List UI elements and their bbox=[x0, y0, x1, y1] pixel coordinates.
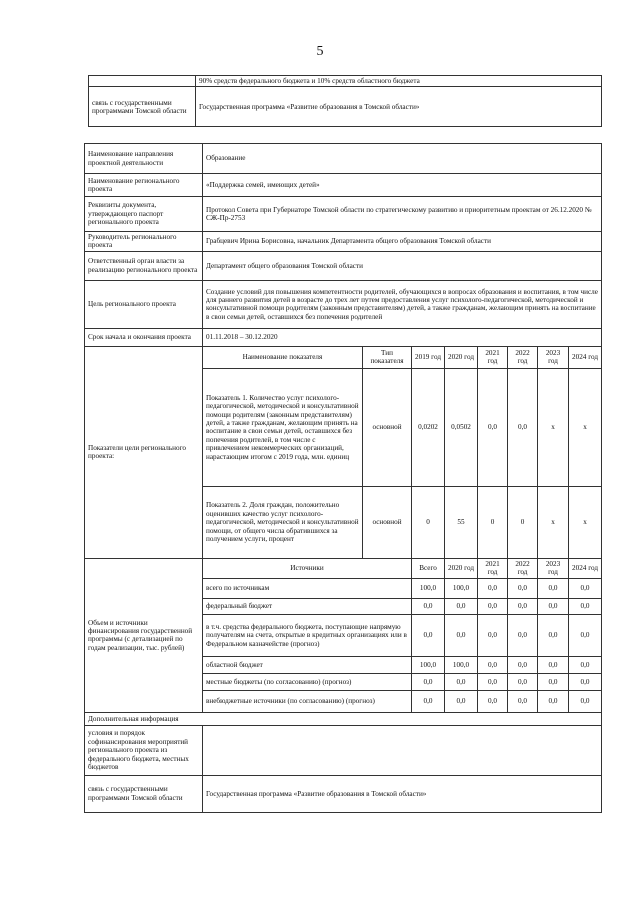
extra-label: Дополнительная информация bbox=[85, 712, 602, 725]
indicator-type: основной bbox=[363, 486, 412, 558]
ind-header-2022: 2022 год bbox=[508, 346, 538, 368]
finance-2021: 0,0 bbox=[478, 690, 508, 712]
indicator-2023: x bbox=[538, 368, 569, 486]
indicator-2021: 0,0 bbox=[478, 368, 508, 486]
term-value: 01.11.2018 – 30.12.2020 bbox=[203, 328, 602, 346]
fin-header-total: Всего bbox=[412, 558, 445, 578]
finance-2023: 0,0 bbox=[538, 614, 569, 656]
body-value: Департамент общего образования Томской области bbox=[203, 251, 602, 280]
ind-header-2021: 2021 год bbox=[478, 346, 508, 368]
ind-header-2020: 2020 год bbox=[445, 346, 478, 368]
goal-value: Создание условий для повышения компетентности родителей, обучающихся в вопросах образования и воспитания, в том числе для раннего развития детей в возрасте до трех лет путем предоставления услуг психолого-педагогической, методической и консультативной помощи родителям (законным представителям) детей, а также гражданам, желающим принять на воспитание в свои семьи детей, оставшихся без попечения родителей bbox=[203, 280, 602, 328]
finance-total: 0,0 bbox=[412, 673, 445, 690]
fin-header-2023: 2023 год bbox=[538, 558, 569, 578]
finance-source: областной бюджет bbox=[203, 656, 412, 673]
fin-header-2022: 2022 год bbox=[508, 558, 538, 578]
goal-label: Цель регионального проекта bbox=[85, 280, 203, 328]
fin-header-2021: 2021 год bbox=[478, 558, 508, 578]
finance-2020: 100,0 bbox=[445, 578, 478, 598]
ind-header-type: Тип показателя bbox=[363, 346, 412, 368]
finance-2021: 0,0 bbox=[478, 598, 508, 614]
finance-2024: 0,0 bbox=[569, 673, 602, 690]
finance-total: 0,0 bbox=[412, 690, 445, 712]
finance-2020: 100,0 bbox=[445, 656, 478, 673]
head-label: Руководитель регионального проекта bbox=[85, 232, 203, 252]
empty-cell bbox=[89, 76, 196, 87]
indicator-2021: 0 bbox=[478, 486, 508, 558]
indicator-2020: 55 bbox=[445, 486, 478, 558]
indicator-name: Показатель 1. Количество услуг психолого-педагогической, методической и консультативной помощи родителям (законным представителям) детей, а также гражданам, желающим принять на воспитание в свои семьи детей, оставшихся без попечения родителей, в том числе с привлечением некоммерческих организаций, нарастающим итогом с 2019 года, млн. единиц bbox=[203, 368, 363, 486]
direction-value: Образование bbox=[203, 144, 602, 174]
funding-note: 90% средств федерального бюджета и 10% средств областного бюджета bbox=[196, 76, 602, 87]
finance-2021: 0,0 bbox=[478, 656, 508, 673]
finance-source: местные бюджеты (по согласованию) (прогноз) bbox=[203, 673, 412, 690]
finance-2022: 0,0 bbox=[508, 656, 538, 673]
ind-header-name: Наименование показателя bbox=[203, 346, 363, 368]
indicator-2022: 0 bbox=[508, 486, 538, 558]
finance-total: 0,0 bbox=[412, 614, 445, 656]
finance-2020: 0,0 bbox=[445, 673, 478, 690]
ind-header-2024: 2024 год bbox=[569, 346, 602, 368]
finance-total: 0,0 bbox=[412, 598, 445, 614]
link-label: связь с государственными программами Томской области bbox=[89, 87, 196, 127]
cofin-value bbox=[203, 725, 602, 775]
top-table bbox=[88, 75, 602, 127]
indicator-2020: 0,0502 bbox=[445, 368, 478, 486]
finance-2024: 0,0 bbox=[569, 578, 602, 598]
program-link-label: связь с государственными программами Томской области bbox=[85, 775, 203, 812]
passport-table bbox=[84, 143, 602, 813]
project-value: «Поддержка семей, имеющих детей» bbox=[203, 174, 602, 197]
link-value: Государственная программа «Развитие образования в Томской области» bbox=[196, 87, 602, 127]
finance-2022: 0,0 bbox=[508, 673, 538, 690]
finance-label: Объем и источники финансирования государственной программы (с детализацией по годам реализации, тыс. рублей) bbox=[85, 558, 203, 712]
project-label: Наименование регионального проекта bbox=[85, 174, 203, 197]
finance-2024: 0,0 bbox=[569, 598, 602, 614]
head-value: Грабцевич Ирина Борисовна, начальник Департамента общего образования Томской области bbox=[203, 232, 602, 252]
finance-2021: 0,0 bbox=[478, 614, 508, 656]
indicator-type: основной bbox=[363, 368, 412, 486]
ind-header-2023: 2023 год bbox=[538, 346, 569, 368]
finance-2023: 0,0 bbox=[538, 598, 569, 614]
cofin-label: условия и порядок софинансирования мероприятий регионального проекта из федерального бюджета, местных бюджетов bbox=[85, 725, 203, 775]
finance-2024: 0,0 bbox=[569, 656, 602, 673]
page-number: 5 bbox=[316, 44, 324, 59]
body-label: Ответственный орган власти за реализацию регионального проекта bbox=[85, 251, 203, 280]
finance-2023: 0,0 bbox=[538, 673, 569, 690]
finance-2022: 0,0 bbox=[508, 690, 538, 712]
indicator-2023: x bbox=[538, 486, 569, 558]
finance-2020: 0,0 bbox=[445, 614, 478, 656]
finance-2021: 0,0 bbox=[478, 578, 508, 598]
finance-2020: 0,0 bbox=[445, 690, 478, 712]
finance-2023: 0,0 bbox=[538, 656, 569, 673]
finance-2021: 0,0 bbox=[478, 673, 508, 690]
indicator-2024: x bbox=[569, 368, 602, 486]
program-link-value: Государственная программа «Развитие образования в Томской области» bbox=[203, 775, 602, 812]
finance-2024: 0,0 bbox=[569, 614, 602, 656]
indicator-2022: 0,0 bbox=[508, 368, 538, 486]
fin-header-2024: 2024 год bbox=[569, 558, 602, 578]
finance-2020: 0,0 bbox=[445, 598, 478, 614]
finance-2022: 0,0 bbox=[508, 578, 538, 598]
finance-2022: 0,0 bbox=[508, 614, 538, 656]
indicators-label: Показатели цели регионального проекта: bbox=[85, 346, 203, 558]
doc-label: Реквизиты документа, утверждающего паспорт регионального проекта bbox=[85, 197, 203, 232]
finance-2023: 0,0 bbox=[538, 578, 569, 598]
term-label: Срок начала и окончания проекта bbox=[85, 328, 203, 346]
fin-header-2020: 2020 год bbox=[445, 558, 478, 578]
doc-value: Протокол Совета при Губернаторе Томской области по стратегическому развитию и приоритетным проектам от 26.12.2020 № СЖ-Пр-2753 bbox=[203, 197, 602, 232]
finance-total: 100,0 bbox=[412, 578, 445, 598]
finance-source: внебюджетные источники (по согласованию) (прогноз) bbox=[203, 690, 412, 712]
ind-header-2019: 2019 год bbox=[412, 346, 445, 368]
indicator-2019: 0 bbox=[412, 486, 445, 558]
indicator-2019: 0,0202 bbox=[412, 368, 445, 486]
finance-source: всего по источникам bbox=[203, 578, 412, 598]
fin-header-source: Источники bbox=[203, 558, 412, 578]
finance-source: в т.ч. средства федерального бюджета, поступающие напрямую получателям на счета, открытые в кредитных организациях или в Федеральном казначействе (прогноз) bbox=[203, 614, 412, 656]
indicator-2024: x bbox=[569, 486, 602, 558]
finance-source: федеральный бюджет bbox=[203, 598, 412, 614]
finance-2022: 0,0 bbox=[508, 598, 538, 614]
direction-label: Наименование направления проектной деятельности bbox=[85, 144, 203, 174]
finance-total: 100,0 bbox=[412, 656, 445, 673]
indicator-name: Показатель 2. Доля граждан, положительно оценивших качество услуг психолого-педагогической, методической и консультативной помощи, от общего числа обратившихся за получением услуги, процент bbox=[203, 486, 363, 558]
finance-2023: 0,0 bbox=[538, 690, 569, 712]
finance-2024: 0,0 bbox=[569, 690, 602, 712]
